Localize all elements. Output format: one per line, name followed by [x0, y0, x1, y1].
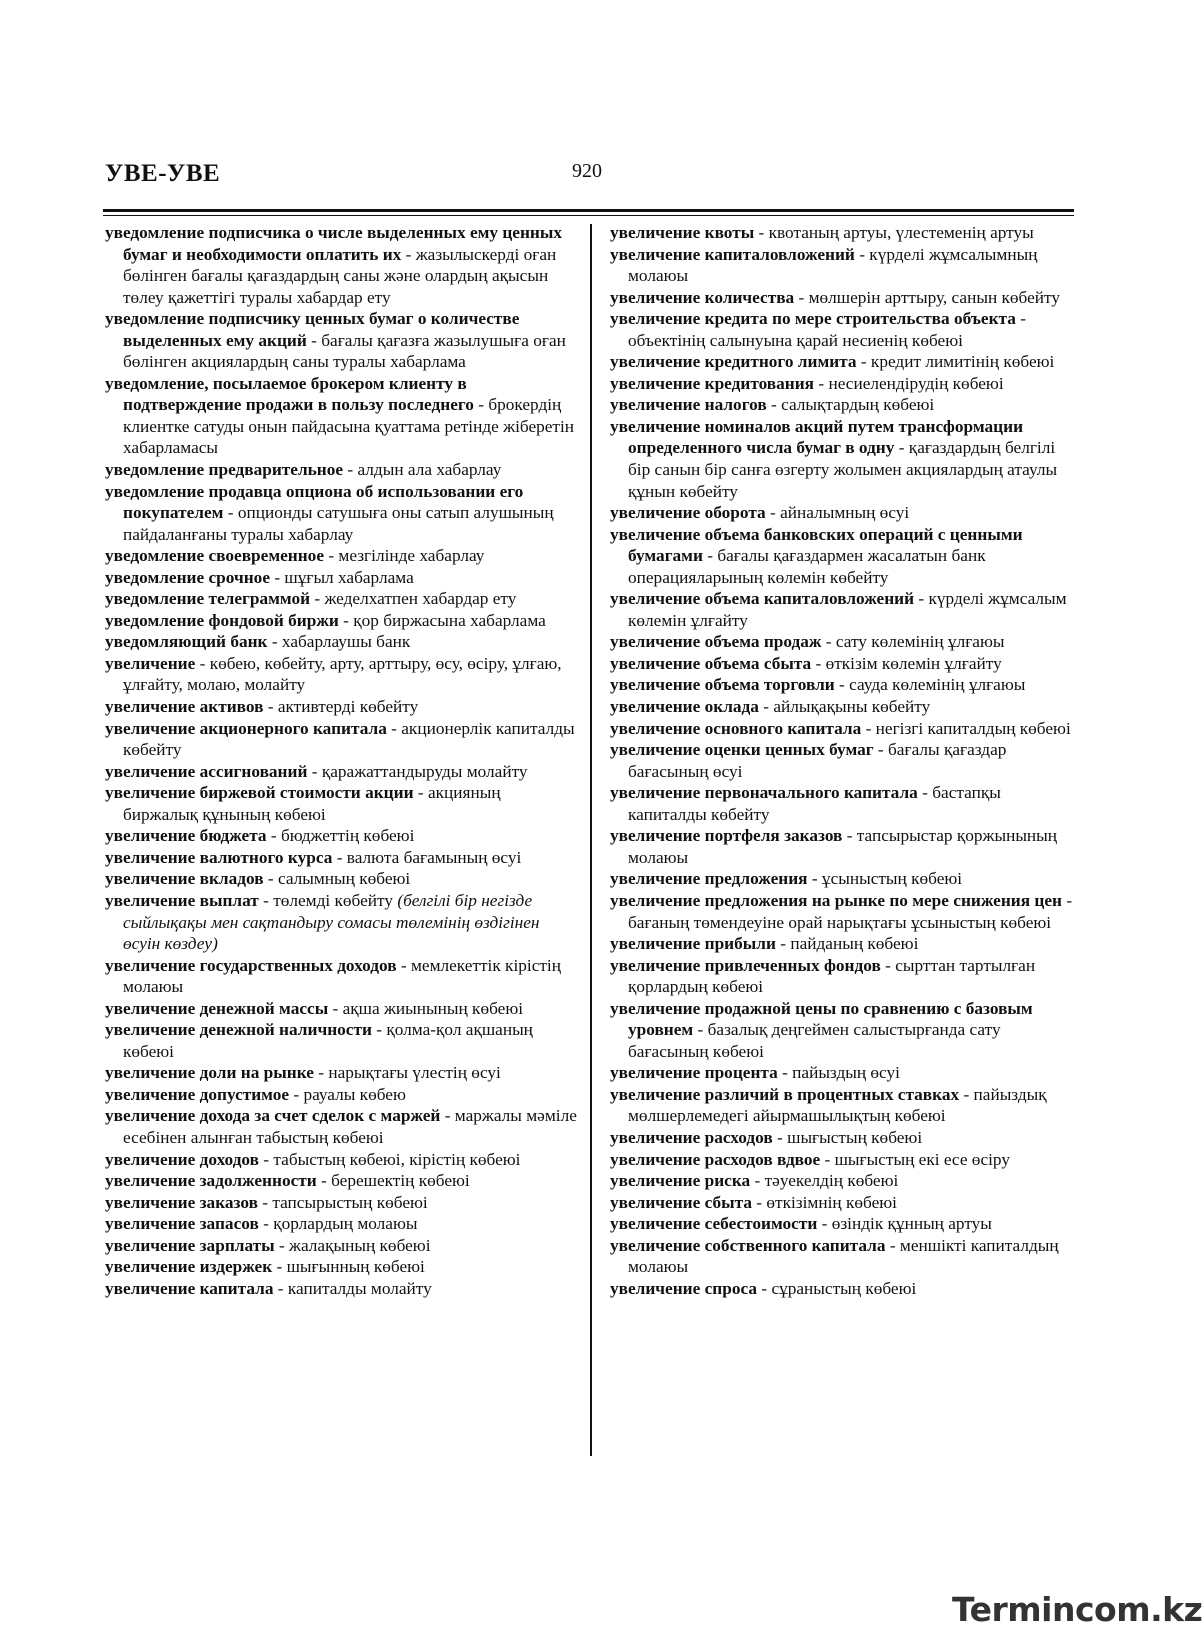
entry-term: увеличение акционерного капитала	[105, 718, 387, 738]
dictionary-entry: увеличение дохода за счет сделок с маржей - маржалы мәміле есебінен алынған табыстың көбеюі	[105, 1106, 577, 1147]
entry-translation: кредит лимитінің көбеюі	[870, 352, 1055, 372]
dictionary-entry: увеличение капитала - капиталды молайту	[105, 1278, 432, 1298]
entry-term: увеличение основного капитала	[610, 718, 862, 738]
dictionary-entry: увеличение оценки ценных бумаг - бағалы қағаздар бағасының өсуі	[610, 740, 1007, 781]
dictionary-entry: увеличение кредитования - несиелендірудің көбеюі	[610, 373, 1004, 393]
dictionary-entry: уведомление подписчика о числе выделенных ему ценных бумаг и необходимости оплатить их - жазылыскерді оған бөлінген бағалы қағаздардың саны және олардың ақысын төлеу қажеттігі туралы хабардар ету	[105, 223, 563, 307]
entry-term: увеличение налогов	[610, 395, 767, 415]
entry-translation: төлемді көбейту	[273, 890, 394, 910]
dictionary-entry: увеличение выплат - төлемді көбейту (белгілі бір негізде сыйлықақы мен сақтандыру сомасы төлемінің өздігінен өсуін көздеу)	[105, 890, 540, 954]
entry-term: увеличение собственного капитала	[610, 1235, 886, 1255]
dictionary-entry: увеличение привлеченных фондов - сырттан тартылған қорлардың көбеюі	[610, 955, 1036, 997]
dictionary-entry: увеличение кредитного лимита - кредит лимитінің көбеюі	[610, 352, 1055, 372]
entry-translation: бағалы қағазға жазылушыға оған бөлінген акциялардың саны туралы хабарлама	[123, 330, 566, 372]
dictionary-entry: увеличение оборота - айналымның өсуі	[610, 503, 910, 523]
entry-term: увеличение продажной цены по сравнению с базовым уровнем	[610, 998, 1033, 1040]
entry-term: увеличение объема банковских операций с ценными бумагами	[610, 524, 1023, 566]
dictionary-entry: увеличение собственного капитала - меншікті капиталдың молаюы	[610, 1235, 1059, 1277]
entry-term: увеличение себестоимости	[610, 1214, 818, 1234]
dictionary-entry: увеличение продажной цены по сравнению с базовым уровнем - базалық деңгеймен салыстырғанда сату бағасының көбеюі	[610, 998, 1033, 1061]
entry-term: увеличение выплат	[105, 890, 259, 910]
entry-term: уведомление, посылаемое брокером клиенту в подтверждение продажи в пользу последнего	[105, 373, 474, 415]
entry-term: увеличение квоты	[610, 223, 755, 242]
entry-term: увеличение различий в процентных ставках	[610, 1084, 960, 1104]
entry-translation: қағаздардың белгілі бір санын бір санға өзгерту жолымен акциялардың атаулы құнын көбейту	[628, 438, 1058, 501]
entry-translation: рауалы көбею	[303, 1084, 406, 1104]
entry-translation: пайданың көбеюі	[790, 934, 919, 954]
dictionary-entry: увеличение номиналов акций путем трансформации определенного числа бумаг в одну - қағаздардың белгілі бір санын бір санға өзгерту жолымен акциялардың атаулы құнын көбейту	[610, 416, 1058, 501]
entry-term: увеличение денежной наличности	[105, 1020, 372, 1040]
entry-translation: айлықақыны көбейту	[773, 697, 931, 717]
dictionary-entry: увеличение себестоимости - өзіндік құнның артуы	[610, 1214, 992, 1234]
entry-term: уведомление предварительное	[105, 460, 344, 480]
dictionary-entry: уведомляющий банк - хабарлаушы банк	[105, 632, 411, 652]
entry-translation: тапсырыстың көбеюі	[272, 1192, 428, 1212]
entry-translation: өткізім көлемін ұлғайту	[825, 653, 1002, 673]
dictionary-entry: уведомление, посылаемое брокером клиенту в подтверждение продажи в пользу последнего - брокердің клиентке сатуды онын пайдасына қуаттама ретінде жіберетін хабарламасы	[105, 373, 575, 458]
dictionary-entry: увеличение количества - мөлшерін арттыру, санын көбейту	[610, 287, 1060, 307]
entry-term: уведомление срочное	[105, 567, 270, 587]
dictionary-entry: увеличение государственных доходов - мемлекеттік кірістің молаюы	[105, 955, 561, 997]
entry-translation: ақша жиынының көбеюі	[342, 998, 524, 1018]
dictionary-entry: увеличение издержек - шығынның көбеюі	[105, 1257, 425, 1277]
entry-translation: валюта бағамының өсуі	[346, 847, 522, 867]
entry-translation: опционды сатушыға оны сатып алушының пайдаланғаны туралы хабарлау	[123, 503, 554, 544]
entry-translation: мөлшерін арттыру, санын көбейту	[808, 287, 1060, 307]
entry-translation: ұсыныстың көбеюі	[821, 869, 963, 889]
entry-term: увеличение предложения на рынке по мере снижения цен	[610, 890, 1063, 910]
entry-translation: жеделхатпен хабардар ету	[324, 589, 517, 609]
dictionary-entry: увеличение объема капиталовложений - күрделі жұмсалым көлемін ұлғайту	[610, 589, 1067, 630]
entry-term: увеличение риска	[610, 1171, 751, 1191]
entry-term: увеличение капитала	[105, 1278, 274, 1298]
dictionary-entry: увеличение квоты - квотаның артуы, үлестеменің артуы	[610, 223, 1034, 242]
entry-translation: күрделі жұмсалым көлемін ұлғайту	[628, 589, 1067, 630]
entry-term: увеличение объема торговли	[610, 675, 835, 695]
entry-term: увеличение прибыли	[610, 934, 776, 954]
entry-term: увеличение расходов вдвое	[610, 1149, 821, 1169]
column-divider	[590, 224, 592, 1456]
entry-term: увеличение оклада	[610, 697, 759, 717]
entry-term: уведомление фондовой биржи	[105, 610, 339, 630]
header-rule-thick	[103, 209, 1074, 212]
entry-term: увеличение объема сбыта	[610, 653, 812, 673]
dictionary-entry: увеличение расходов - шығыстың көбеюі	[610, 1127, 923, 1147]
page-number: 920	[572, 160, 602, 182]
entry-translation: сырттан тартылған қорлардың көбеюі	[628, 955, 1036, 997]
entry-term: увеличение спроса	[610, 1278, 758, 1298]
entry-translation: қор биржасына хабарлама	[353, 610, 546, 630]
entry-translation: бағалы қағаздар бағасының өсуі	[628, 740, 1007, 781]
entry-translation: қаражаттандыруды молайту	[321, 761, 528, 781]
right-column	[610, 222, 1080, 1299]
entry-term: увеличение сбыта	[610, 1192, 752, 1212]
dictionary-entry: увеличение первоначального капитала - бастапқы капиталды көбейту	[610, 783, 1001, 824]
entry-term: увеличение объема капиталовложений	[610, 589, 915, 609]
dictionary-entry: уведомление своевременное - мезгілінде хабарлау	[105, 546, 485, 566]
header-rule-thin	[103, 215, 1074, 216]
dictionary-entry: увеличение биржевой стоимости акции - акцияның биржалық құнының көбеюі	[105, 783, 501, 824]
entry-translation: сату көлемінің ұлғаюы	[835, 632, 1005, 652]
dictionary-entry: уведомление предварительное - алдын ала хабарлау	[105, 460, 502, 480]
entry-translation: хабарлаушы банк	[281, 632, 411, 652]
dictionary-entry: увеличение капиталовложений - күрделі жұмсалымның молаюы	[610, 244, 1038, 286]
entry-translation: акцияның биржалық құнының көбеюі	[123, 783, 501, 824]
entry-translation: өткізімнің көбеюі	[766, 1192, 897, 1212]
entry-translation: салымның көбеюі	[277, 869, 411, 889]
entry-translation: шұғыл хабарлама	[284, 567, 414, 587]
entry-term: увеличение биржевой стоимости акции	[105, 783, 414, 803]
dictionary-entry: увеличение ассигнований - қаражаттандыруды молайту	[105, 761, 528, 781]
entry-term: увеличение количества	[610, 287, 795, 307]
dictionary-entry: увеличение предложения - ұсыныстың көбеюі	[610, 869, 963, 889]
left-column	[105, 222, 577, 1299]
entry-term: увеличение активов	[105, 697, 264, 717]
dictionary-entry: увеличение различий в процентных ставках - пайыздық мөлшерлемедегі айырмашылықтың көбеюі	[610, 1084, 1047, 1126]
dictionary-entry: увеличение объема банковских операций с ценными бумагами - бағалы қағаздармен жасалатын банк операцияларының көлемін көбейту	[610, 524, 1023, 587]
entry-translation: акционерлік капиталды көбейту	[123, 718, 575, 760]
entry-translation: табыстың көбеюі, кірістің көбеюі	[273, 1149, 521, 1169]
entry-term: увеличение первоначального капитала	[610, 783, 918, 803]
entry-translation: базалық деңгеймен салыстырғанда сату бағасының көбеюі	[628, 1020, 1001, 1061]
entry-term: уведомление подписчика о числе выделенных ему ценных бумаг и необходимости оплатить их	[105, 223, 563, 264]
dictionary-entry: увеличение оклада - айлықақыны көбейту	[610, 697, 931, 717]
entry-translation: негізгі капиталдың көбеюі	[875, 718, 1071, 738]
entry-term: увеличение оценки ценных бумаг	[610, 740, 874, 760]
entry-translation: берешектің көбеюі	[331, 1171, 470, 1191]
entry-translation: алдын ала хабарлау	[357, 460, 502, 480]
entry-translation: қорлардың молаюы	[273, 1214, 418, 1234]
entry-translation: шығыстың көбеюі	[787, 1127, 923, 1147]
dictionary-entry: увеличение предложения на рынке по мере снижения цен - бағаның төмендеуіне орай нарықтағы ұсыныстың көбеюі	[610, 890, 1073, 932]
entry-translation: тәуекелдің көбеюі	[764, 1171, 899, 1191]
entry-translation: айналымның өсуі	[780, 503, 910, 523]
dictionary-entry: увеличение бюджета - бюджеттің көбеюі	[105, 826, 415, 846]
entry-translation: маржалы мәміле есебінен алынған табыстың көбеюі	[123, 1106, 577, 1147]
dictionary-entry: уведомление подписчику ценных бумаг о количестве выделенных ему акций - бағалы қағазға жазылушыға оған бөлінген акциялардың саны туралы хабарлама	[105, 309, 566, 372]
dictionary-entry: увеличение валютного курса - валюта бағамының өсуі	[105, 847, 522, 867]
dictionary-entry: увеличение вкладов - салымның көбеюі	[105, 869, 411, 889]
entry-term: увеличение допустимое	[105, 1084, 290, 1104]
dictionary-entry: увеличение объема сбыта - өткізім көлемін ұлғайту	[610, 653, 1002, 673]
dictionary-entry: уведомление срочное - шұғыл хабарлама	[105, 567, 414, 587]
entry-translation: нарықтағы үлестің өсуі	[328, 1063, 501, 1083]
entry-translation: тапсырыстар қоржынының молаюы	[628, 826, 1058, 867]
entry-translation: көбею, көбейту, арту, арттыру, өсу, өсіру, ұлғаю, ұлғайту, молаю, молайту	[123, 653, 562, 695]
dictionary-entry: увеличение налогов - салықтардың көбеюі	[610, 395, 935, 415]
dictionary-entry: увеличение портфеля заказов - тапсырыстар қоржынының молаюы	[610, 826, 1058, 867]
entry-term: уведомление продавца опциона об использовании его покупателем	[105, 481, 524, 523]
entry-term: увеличение капиталовложений	[610, 244, 855, 264]
entry-term: увеличение задолженности	[105, 1171, 317, 1191]
dictionary-entry: увеличение - көбею, көбейту, арту, арттыру, өсу, өсіру, ұлғаю, ұлғайту, молаю, молайту	[105, 653, 562, 695]
dictionary-entry: увеличение основного капитала - негізгі капиталдың көбеюі	[610, 718, 1071, 738]
entry-translation: активтерді көбейту	[277, 697, 419, 717]
entry-translation: несиелендірудің көбеюі	[828, 373, 1004, 393]
entry-translation: бюджеттің көбеюі	[280, 826, 415, 846]
entry-translation: бағаның төмендеуіне орай нарықтағы ұсыныстың көбеюі	[628, 912, 1052, 932]
entry-translation: өзіндік құнның артуы	[831, 1214, 992, 1234]
entry-term: увеличение кредитования	[610, 373, 815, 393]
entry-term: уведомление своевременное	[105, 546, 324, 566]
dictionary-entry: уведомление продавца опциона об использовании его покупателем - опционды сатушыға оны сатып алушының пайдаланғаны туралы хабарлау	[105, 481, 554, 544]
dictionary-entry: увеличение зарплаты - жалақының көбеюі	[105, 1235, 431, 1255]
entry-term: увеличение привлеченных фондов	[610, 955, 881, 975]
entry-term: увеличение бюджета	[105, 826, 267, 846]
dictionary-entry: увеличение риска - тәуекелдің көбеюі	[610, 1171, 899, 1191]
entry-term: увеличение валютного курса	[105, 847, 333, 867]
dictionary-entry: увеличение прибыли - пайданың көбеюі	[610, 934, 919, 954]
dictionary-entry: увеличение денежной массы - ақша жиынының көбеюі	[105, 998, 524, 1018]
entry-translation: сұраныстың көбеюі	[771, 1278, 917, 1298]
entry-term: увеличение предложения	[610, 869, 808, 889]
dictionary-entry: увеличение доходов - табыстың көбеюі, кірістің көбеюі	[105, 1149, 521, 1169]
dictionary-entry: увеличение заказов - тапсырыстың көбеюі	[105, 1192, 428, 1212]
page-header-title: УВЕ-УВЕ	[105, 160, 221, 187]
entry-term: увеличение зарплаты	[105, 1235, 275, 1255]
entry-term: увеличение доли на рынке	[105, 1063, 314, 1083]
entry-term: уведомление подписчику ценных бумаг о количестве выделенных ему акций	[105, 309, 520, 350]
dictionary-entry: уведомление телеграммой - жеделхатпен хабардар ету	[105, 589, 517, 609]
dictionary-entry: увеличение процента - пайыздың өсуі	[610, 1063, 900, 1083]
entry-term: увеличение вкладов	[105, 869, 264, 889]
entry-translation: бастапқы капиталды көбейту	[628, 783, 1001, 824]
entry-translation: квотаның артуы, үлестеменің артуы	[768, 223, 1034, 242]
entry-term: уведомляющий банк	[105, 632, 268, 652]
entry-term: увеличение ассигнований	[105, 761, 308, 781]
site-watermark: Termincom.kz	[952, 1590, 1202, 1629]
entry-term: увеличение дохода за счет сделок с маржей	[105, 1106, 441, 1126]
entry-term: увеличение портфеля заказов	[610, 826, 843, 846]
entry-translation: мезгілінде хабарлау	[338, 546, 485, 566]
dictionary-entry: увеличение запасов - қорлардың молаюы	[105, 1214, 418, 1234]
dictionary-entry: увеличение денежной наличности - қолма-қол ақшаның көбеюі	[105, 1020, 533, 1061]
dictionary-entry: увеличение акционерного капитала - акционерлік капиталды көбейту	[105, 718, 575, 760]
entry-translation: объектінің салынуына қарай несиенің көбеюі	[628, 330, 963, 350]
entry-translation: күрделі жұмсалымның молаюы	[628, 244, 1038, 286]
entry-term: увеличение оборота	[610, 503, 766, 523]
entry-translation: брокердің клиентке сатуды онын пайдасына қуаттама ретінде жіберетін хабарламасы	[123, 395, 575, 458]
entry-translation: пайыздың өсуі	[792, 1063, 900, 1083]
entry-term: увеличение запасов	[105, 1214, 259, 1234]
entry-term: увеличение номиналов акций путем трансформации определенного числа бумаг в одну	[610, 416, 1024, 458]
entry-translation: сауда көлемінің ұлғаюы	[849, 675, 1026, 695]
entry-translation: шығынның көбеюі	[286, 1257, 425, 1277]
dictionary-entry: увеличение активов - активтерді көбейту	[105, 697, 419, 717]
entry-translation: қолма-қол ақшаның көбеюі	[123, 1020, 533, 1061]
dictionary-entry: увеличение объема торговли - сауда көлемінің ұлғаюы	[610, 675, 1026, 695]
entry-term: увеличение доходов	[105, 1149, 259, 1169]
entry-translation: бағалы қағаздармен жасалатын банк операцияларының көлемін көбейту	[628, 546, 986, 587]
entry-translation: капиталды молайту	[287, 1278, 432, 1298]
dictionary-entry: увеличение объема продаж - сату көлемінің ұлғаюы	[610, 632, 1005, 652]
dictionary-entry: увеличение доли на рынке - нарықтағы үлестің өсуі	[105, 1063, 501, 1083]
entry-term: увеличение расходов	[610, 1127, 773, 1147]
entry-translation: жалақының көбеюі	[289, 1235, 431, 1255]
dictionary-entry: увеличение спроса - сұраныстың көбеюі	[610, 1278, 917, 1298]
entry-translation: жазылыскерді оған бөлінген бағалы қағаздардың саны және олардың ақысын төлеу қажеттігі туралы хабардар ету	[123, 244, 557, 307]
entry-term: увеличение кредитного лимита	[610, 352, 857, 372]
entry-term: увеличение кредита по мере строительства объекта	[610, 309, 1016, 329]
dictionary-entry: уведомление фондовой биржи - қор биржасына хабарлама	[105, 610, 546, 630]
entry-translation: меншікті капиталдың молаюы	[628, 1235, 1059, 1277]
entry-term: увеличение заказов	[105, 1192, 258, 1212]
entry-term: увеличение денежной массы	[105, 998, 329, 1018]
dictionary-entry: увеличение кредита по мере строительства объекта - объектінің салынуына қарай несиенің көбеюі	[610, 309, 1026, 350]
entry-translation: мемлекеттік кірістің молаюы	[123, 955, 561, 997]
entry-term: увеличение издержек	[105, 1257, 273, 1277]
dictionary-entry: увеличение допустимое - рауалы көбею	[105, 1084, 406, 1104]
entry-term: увеличение государственных доходов	[105, 955, 397, 975]
dictionary-entry: увеличение расходов вдвое - шығыстың екі есе өсіру	[610, 1149, 1010, 1169]
entry-translation: пайыздық мөлшерлемедегі айырмашылықтың көбеюі	[628, 1084, 1047, 1126]
entry-note: (белгілі бір негізде сыйлықақы мен сақтандыру сомасы төлемінің өздігінен өсуін көздеу)	[123, 890, 540, 954]
dictionary-entry: увеличение задолженности - берешектің көбеюі	[105, 1171, 470, 1191]
entry-term: увеличение процента	[610, 1063, 778, 1083]
entry-translation: шығыстың екі есе өсіру	[834, 1149, 1010, 1169]
entry-translation: салықтардың көбеюі	[781, 395, 935, 415]
entry-term: увеличение	[105, 653, 196, 673]
entry-term: увеличение объема продаж	[610, 632, 822, 652]
entry-term: уведомление телеграммой	[105, 589, 311, 609]
dictionary-entry: увеличение сбыта - өткізімнің көбеюі	[610, 1192, 897, 1212]
